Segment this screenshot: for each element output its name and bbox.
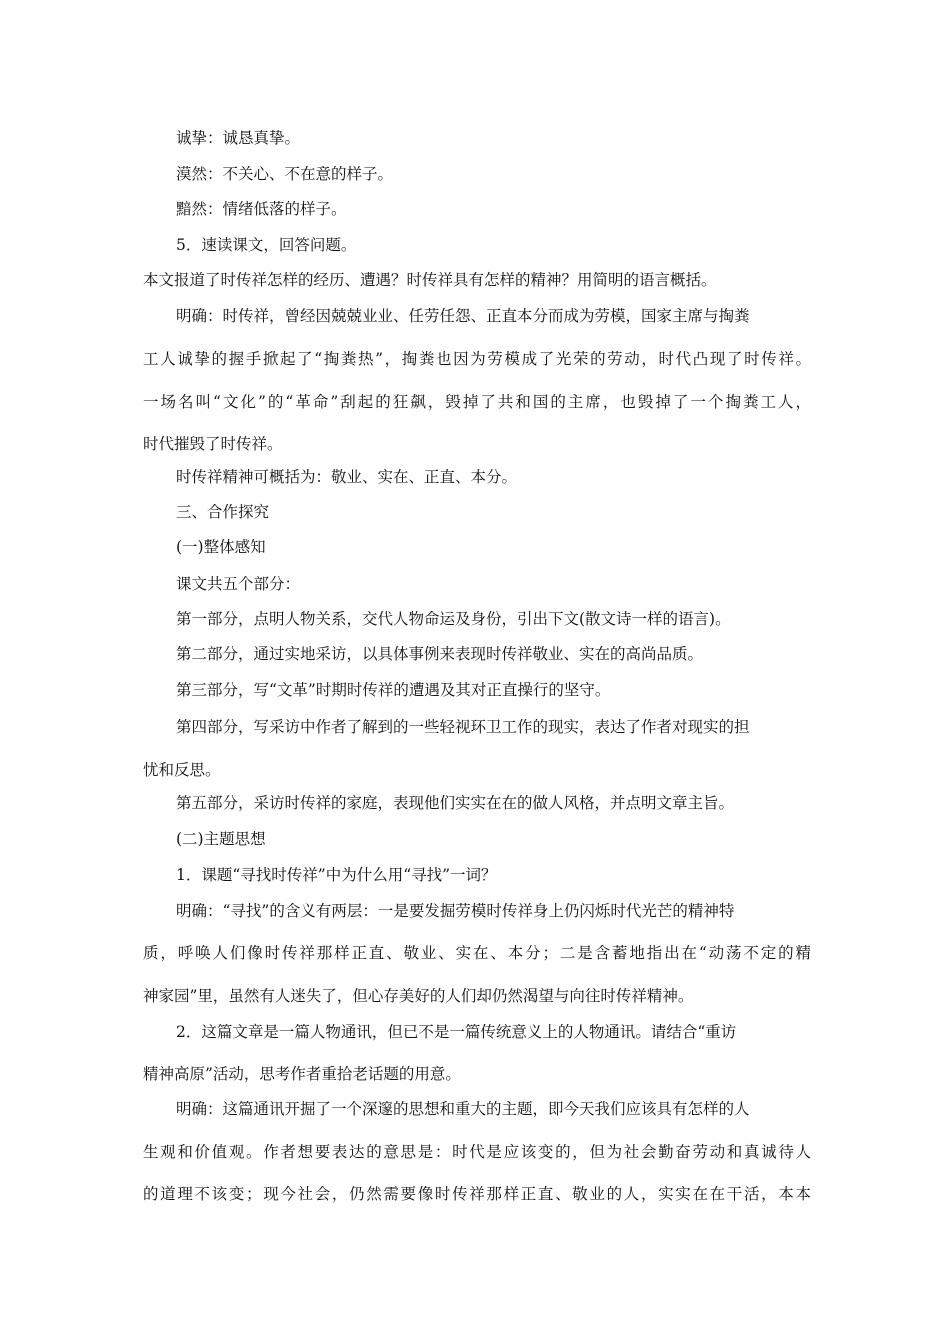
paragraph-line: 质，呼唤人们像时传祥那样正直、敬业、实在、本分；二是含蓄地指出在“动荡不定的精 bbox=[143, 944, 811, 962]
paragraph-line: 生观和价值观。作者想要表达的意思是：时代是应该变的，但为社会勤奋劳动和真诚待人 bbox=[143, 1143, 811, 1161]
question-line: 1．课题“寻找时传祥”中为什么用“寻找”一词？ bbox=[176, 866, 497, 884]
paragraph-line: 神家园”里，虽然有人迷失了，但心存美好的人们却仍然渴望与向往时传祥精神。 bbox=[143, 987, 694, 1005]
paragraph-line: 一场名叫“文化”的“革命”刮起的狂飙，毁掉了共和国的主席，也毁掉了一个掏粪工人， bbox=[143, 393, 811, 411]
paragraph-line: 第五部分，采访时传祥的家庭，表现他们实实在在的做人风格，并点明文章主旨。 bbox=[176, 794, 735, 812]
subsection-heading: (一)整体感知 bbox=[176, 538, 266, 556]
question-line: 精神高原”活动，思考作者重拾老话题的用意。 bbox=[143, 1065, 461, 1083]
paragraph-line: 第一部分，点明人物关系，交代人物命运及身份，引出下文(散文诗一样的语言)。 bbox=[176, 610, 731, 628]
definition-line: 诚挚：诚恳真挚。 bbox=[176, 129, 301, 147]
paragraph-line: 明确：这篇通讯开掘了一个深邃的思想和重大的主题，即今天我们应该具有怎样的人 bbox=[176, 1100, 750, 1118]
paragraph-line: 时代摧毁了时传祥。 bbox=[143, 435, 283, 453]
paragraph-line: 明确：时传祥，曾经因兢兢业业、任劳任怨、正直本分而成为劳模，国家主席与掏粪 bbox=[176, 307, 750, 325]
paragraph-line: 明确：“寻找”的含义有两层：一是要发掘劳模时传祥身上仍闪烁时代光芒的精神特 bbox=[176, 902, 735, 920]
paragraph-line: 的道理不该变；现今社会，仍然需要像时传祥那样正直、敬业的人，实实在在干活，本本 bbox=[143, 1185, 811, 1203]
paragraph-line: 课文共五个部分： bbox=[176, 575, 301, 593]
paragraph-line: 工人诚挚的握手掀起了“掏粪热”，掏粪也因为劳模成了光荣的劳动，时代凸现了时传祥。 bbox=[143, 350, 811, 368]
section-heading: 三、合作探究 bbox=[176, 503, 270, 521]
question-heading: 5．速读课文，回答问题。 bbox=[176, 236, 357, 254]
subsection-heading: (二)主题思想 bbox=[176, 830, 266, 848]
paragraph-line: 忧和反思。 bbox=[143, 761, 221, 779]
definition-line: 漠然：不关心、不在意的样子。 bbox=[176, 165, 394, 183]
question-line: 2．这篇文章是一篇人物通讯，但已不是一篇传统意义上的人物通讯。请结合“重访 bbox=[176, 1023, 737, 1041]
paragraph-line: 本文报道了时传祥怎样的经历、遭遇？时传祥具有怎样的精神？用简明的语言概括。 bbox=[143, 271, 717, 289]
paragraph-line: 第二部分，通过实地采访，以具体事例来表现时传祥敬业、实在的高尚品质。 bbox=[176, 645, 704, 663]
definition-line: 黯然：情绪低落的样子。 bbox=[176, 200, 347, 218]
paragraph-line: 时传祥精神可概括为：敬业、实在、正直、本分。 bbox=[176, 468, 518, 486]
paragraph-line: 第三部分，写“文革”时期时传祥的遭遇及其对正直操行的坚守。 bbox=[176, 681, 611, 699]
paragraph-line: 第四部分，写采访中作者了解到的一些轻视环卫工作的现实，表达了作者对现实的担 bbox=[176, 718, 750, 736]
